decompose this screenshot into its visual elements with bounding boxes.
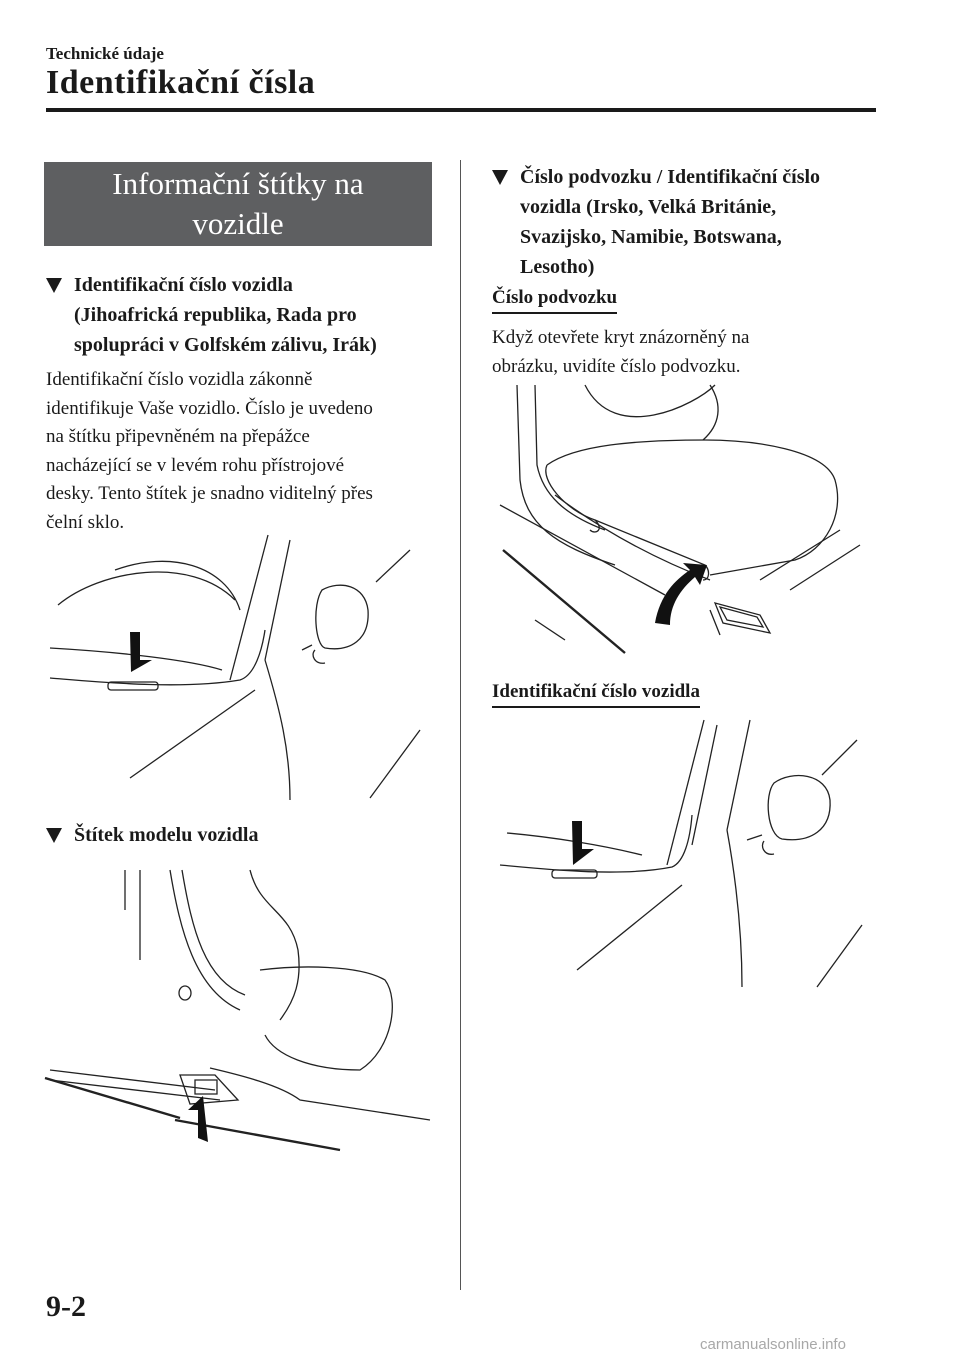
door-line (265, 660, 290, 800)
dash-visor-curve (115, 561, 240, 610)
vin-dashboard-illustration (40, 530, 440, 805)
vin-body-line: Identifikační číslo vozidla zákonně (46, 369, 313, 390)
vin-body-line: identifikuje Vaše vozidlo. Číslo je uvedeno (46, 397, 373, 419)
mirror-stalk (313, 650, 325, 663)
chassis-heading-line-1: Číslo podvozku / Identifikační číslo (520, 166, 821, 188)
seat-cushion-outline (260, 967, 392, 1070)
a-pillar-line (727, 720, 750, 830)
body-line (130, 690, 255, 778)
watermark: carmanualsonline.info (700, 1336, 846, 1353)
model-label-illustration (40, 870, 440, 1160)
mirror-outline (768, 776, 830, 840)
vin-heading-line-1: Identifikační číslo vozidla (74, 274, 293, 296)
sill-line-bold (503, 550, 625, 653)
chassis-number-illustration (495, 385, 875, 660)
vin-body-line: čelní sklo. (46, 511, 125, 533)
vin-subhead: Identifikační číslo vozidla (492, 680, 700, 708)
mirror-stalk (762, 841, 774, 854)
windshield-line (376, 550, 410, 582)
section-label: Technické údaje (46, 44, 164, 63)
floor-line (760, 530, 840, 580)
banner-line-2: vozidle (192, 206, 284, 241)
windshield-line (817, 925, 862, 987)
floor-line (535, 620, 565, 640)
vin-dashboard-illustration-2 (492, 715, 872, 995)
a-pillar-line (692, 725, 717, 845)
mirror-outline (316, 585, 368, 649)
door-line (727, 830, 742, 987)
dash-hood-curve (58, 572, 235, 605)
chassis-heading-line-3: Svazijsko, Namibie, Botswana, (520, 226, 782, 248)
vin-heading (46, 270, 446, 362)
section-banner (44, 162, 432, 246)
chassis-subhead: Číslo podvozku (492, 286, 617, 314)
arrow-down-icon (130, 632, 152, 672)
chassis-heading-line-2: vozidla (Irsko, Velká Británie, (520, 196, 777, 218)
title-rule (46, 108, 876, 112)
vin-heading-line-2: (Jihoafrická republika, Rada pro (74, 304, 357, 326)
chassis-body-line: Když otevřete kryt znázorněný na (492, 327, 750, 348)
chassis-body (492, 324, 892, 381)
triangle-bullet-icon (46, 828, 62, 843)
triangle-bullet-icon (46, 278, 62, 293)
windshield-line (822, 740, 857, 775)
vin-body-line: nacházející se v levém rohu přístrojové (46, 454, 345, 476)
seat-rail (555, 495, 710, 580)
cover-hinge (710, 610, 720, 635)
sill-line (210, 1068, 430, 1120)
vin-body (46, 366, 446, 537)
dash-edge-line (500, 815, 692, 872)
mirror-base (302, 645, 312, 650)
sill-edge-bold (45, 1078, 180, 1118)
mirror-base (747, 835, 762, 840)
seat-back-top (585, 385, 715, 417)
sill-line (500, 505, 665, 595)
banner-line-1: Informační štítky na (112, 166, 364, 201)
column-divider (460, 160, 461, 1290)
chassis-body-line: obrázku, uvidíte číslo podvozku. (492, 355, 741, 377)
a-pillar-line (265, 540, 290, 660)
model-label-heading (46, 820, 446, 852)
floor-line (790, 545, 860, 590)
a-pillar-line (667, 720, 704, 865)
body-line (577, 885, 682, 970)
vin-body-line: desky. Tento štítek je snadno viditelný přes (46, 483, 373, 504)
vin-heading-line-3: spolupráci v Golfském zálivu, Irák) (74, 334, 377, 356)
model-label-heading-text: Štítek modelu vozidla (74, 824, 259, 846)
page-title: Identifikační čísla (46, 64, 316, 101)
a-pillar-line (230, 535, 268, 680)
page-number: 9-2 (46, 1290, 86, 1323)
windshield-line (370, 730, 420, 798)
chassis-heading (492, 162, 912, 286)
model-label-plate (195, 1080, 217, 1094)
chassis-heading-line-4: Lesotho) (520, 256, 595, 278)
door-opening-line (517, 385, 615, 565)
seatbelt-anchor (179, 986, 191, 1000)
seat-back-outline (250, 870, 299, 1020)
door-opening-inner (535, 385, 605, 530)
vin-body-line: na štítku připevněném na přepážce (46, 426, 310, 447)
b-pillar-rear (182, 870, 245, 995)
triangle-bullet-icon (492, 170, 508, 185)
